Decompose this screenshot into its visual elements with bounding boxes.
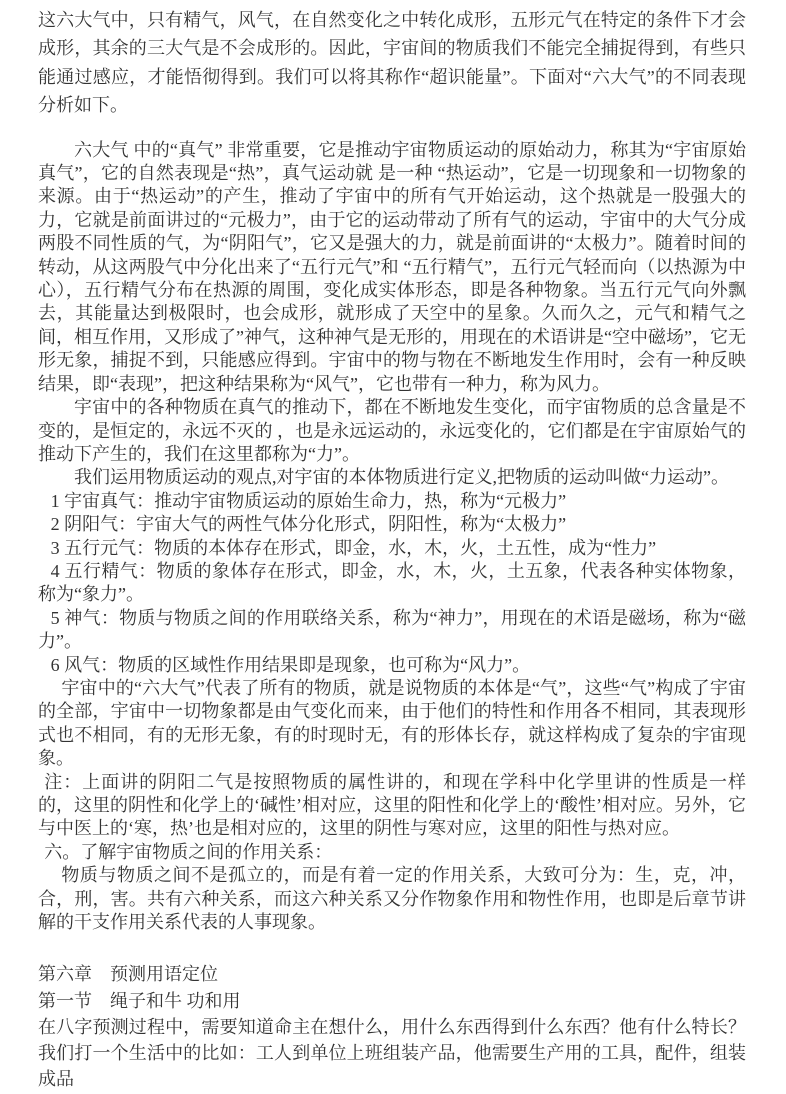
list-item-wuxing-jingqi: 4 五行精气：物质的象体存在形式，即金，水，木，火，土五象，代表各种实体物象，称为“象力”。 — [38, 560, 746, 605]
paragraph-six-qi-intro: 这六大气中，只有精气，风气，在自然变化之中转化成形，五形元气在特定的条件下才会成形，其余的三大气是不会成形的。因此，宇宙间的物质我们不能完全捕捉得到，有些只能通过感应，才能悟彻得到。我们可以将其称作“超识能量”。下面对“六大气”的不同表现分析如下。 — [38, 10, 746, 116]
section-heading: 第一节 绳子和牛 功和用 — [38, 990, 241, 1011]
paragraph-relations: 物质与物质之间不是孤立的，而是有着一定的作用关系，大致可分为：生，克，冲，合，刑，害。共有六种关系，而这六种关系又分作物象作用和物性作用，也即是后章节讲解的干支作用关系代表的人事现象。 — [38, 865, 746, 933]
paragraph-bazi-intro: 在八字预测过程中，需要知道命主在想什么，用什么东西得到什么东西？他有什么特长？我们打一个生活中的比如：工人到单位上班组装产品，他需要生产用的工具，配件，组装成品 — [38, 1016, 746, 1090]
paragraph-zhenqi: 六大气 中的“真气” 非常重要，它是推动宇宙物质运动的原始动力，称其为“宇宙原始真气”，它的自然表现是“热”，真气运动就 是一种 “热运动”，它是一切现象和一切物象的来源。由于“热运动”的产生，推动了宇宙中的所有气开始运动，这个热就是一股强大的力，它就是前面讲过的“元极力”，由于它的运动带动了所有气的运动，宇宙中的大气分成两股不同性质的气，为“阴阳气”，它又是强大的力，就是前面讲的“太极力”。随着时间的转动，从这两股气中分化出来了“五行元气”和 “五行精气”，五行元气轻而向（以热源为中心），五行精气分布在热源的周围，变化成实体形态，即是各种物象。当五行元气向外飘去，其能量达到极限时，也会成形，就形成了天空中的星象。久而久之，元气和精气之间，相互作用，又形成了”神气，这种神气是无形的，用现在的术语讲是“空中磁场”，它无形无象，捕捉不到，只能感应得到。宇宙中的物与物在不断地发生作用时，会有一种反映结果，即“表现”，把这种结果称为“风气”，它也带有一种力，称为风力。 — [38, 139, 746, 394]
paragraph-six-qi-summary: 宇宙中的“六大气”代表了所有的物质，就是说物质的本体是“气”，这些“气”构成了宇宙的全部，宇宙中一切物象都是由气变化而来，由于他们的特性和作用各不相同，其表现形式也不相同，有的无形无象，有的时现时无，有的形体长存，就这样构成了复杂的宇宙现象。 — [38, 677, 746, 769]
paragraph-matter-change: 宇宙中的各种物质在真气的推动下，都在不断地发生变化，而宇宙物质的总含量是不变的，是恒定的，永远不灭的 ，也是永远运动的，永远变化的，它们都是在宇宙原始气的推动下产生的，我们在这里都称为“力”。 — [38, 397, 746, 464]
list-item-wuxing-yuanqi: 3 五行元气：物质的本体存在形式，即金，水，木，火，土五性，成为“性力” — [50, 537, 657, 558]
list-item-shenqi: 5 神气：物质与物质之间的作用联络关系，称为“神力”，用现在的术语是磁场，称为“磁力”。 — [38, 607, 746, 652]
paragraph-note: 注：上面讲的阴阳二气是按照物质的属性讲的，和现在学科中化学里讲的性质是一样的，这里的阴性和化学上的‘碱性’相对应，这里的阳性和化学上的‘酸性’相对应。另外，它与中医上的‘寒，热’也是相对应的，这里的阴性与寒对应，这里的阳性与热对应。 — [38, 771, 746, 839]
list-item-yinyang-qi: 2 阴阳气：宇宙大气的两性气体分化形式，阴阳性，称为“太极力” — [50, 514, 567, 535]
list-item-fengqi: 6 风气：物质的区域性作用结果即是现象，也可称为“风力”。 — [50, 654, 531, 675]
list-item-cosmic-zhenqi: 1 宇宙真气：推动宇宙物质运动的原始生命力，热，称为“元极力” — [50, 490, 567, 511]
paragraph-force-motion-definition: 我们运用物质运动的观点,对宇宙的本体物质进行定义,把物质的运动叫做“力运动”。 — [74, 467, 729, 488]
heading-section-six: 六。了解宇宙物质之间的作用关系： — [44, 841, 333, 862]
chapter-heading: 第六章 预测用语定位 — [38, 964, 218, 985]
